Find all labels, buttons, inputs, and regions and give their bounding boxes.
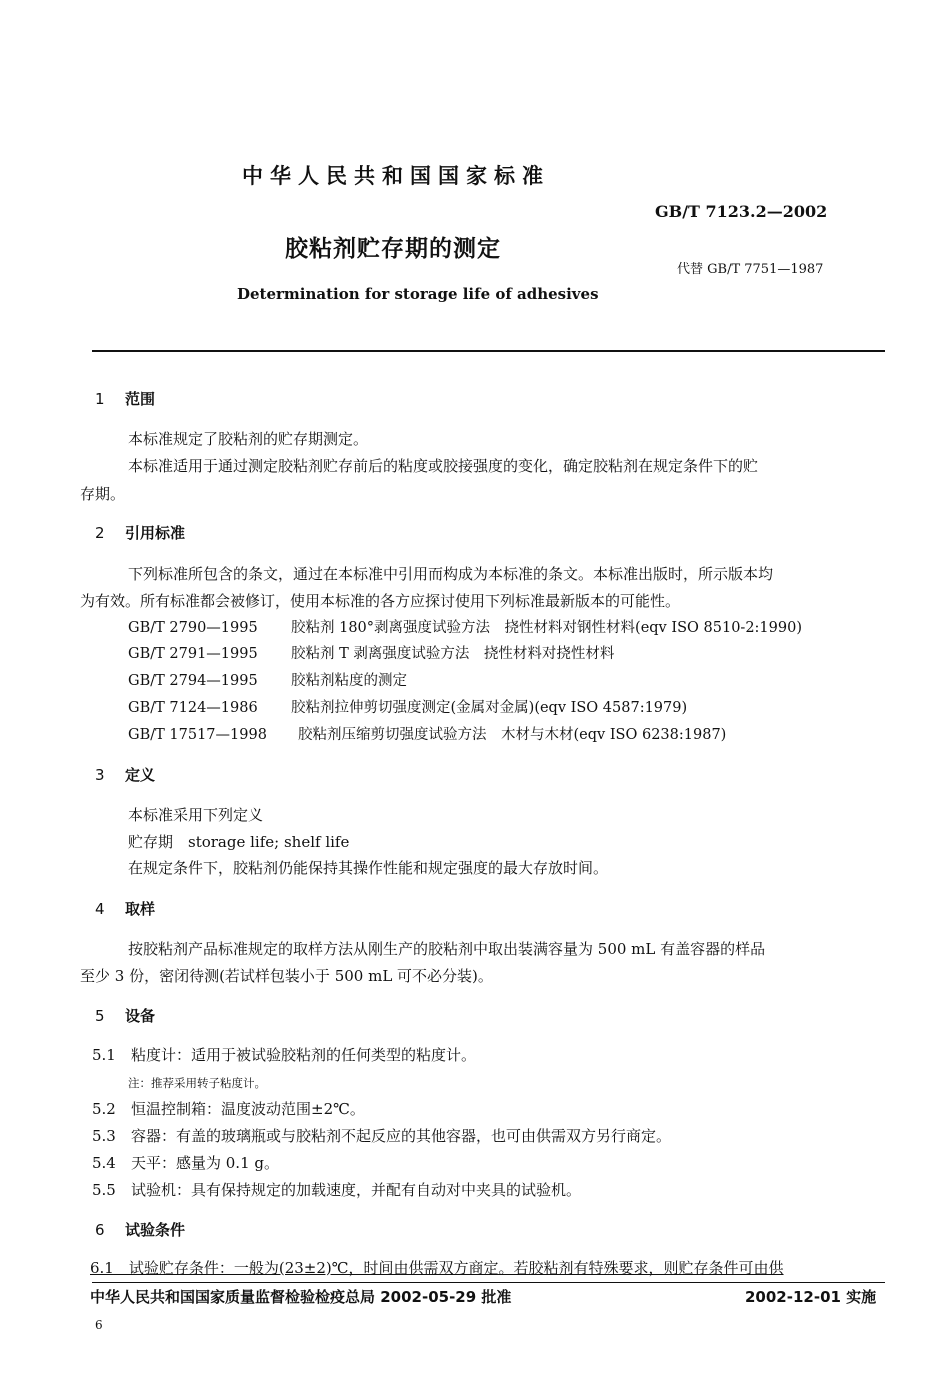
standard-title: 中华人民共和国国家标准	[242, 164, 550, 188]
section-number: 4	[95, 900, 105, 918]
clause-item	[92, 1179, 581, 1200]
paragraph: 本标准采用下列定义	[128, 806, 264, 824]
section-number: 2	[95, 524, 105, 542]
clause-6-1-line: 6.1 试验贮存条件：一般为(23±2)℃，时间由供需双方商定。若胶粘剂有特殊要求，则贮存条件可由供	[90, 1259, 784, 1277]
paragraph: 本标准适用于通过测定胶粘剂贮存前后的粘度或胶接强度的变化，确定胶粘剂在规定条件下的贮	[128, 457, 759, 475]
standard-number: GB/T 7123.2—2002	[655, 202, 828, 221]
section-title: 取样	[125, 900, 156, 918]
section-3-heading	[95, 764, 155, 785]
document-title: 胶粘剂贮存期的测定	[285, 236, 501, 262]
paragraph: 本标准规定了胶粘剂的贮存期测定。	[128, 430, 369, 448]
header-divider	[92, 350, 885, 352]
paragraph: 按胶粘剂产品标准规定的取样方法从刚生产的胶粘剂中取出装满容量为 500 mL 有盖容器的样品	[128, 940, 766, 958]
section-2-heading	[95, 522, 185, 543]
section-title: 设备	[125, 1007, 156, 1025]
clause-number: 5.5	[92, 1181, 116, 1199]
section-1-heading	[95, 388, 155, 409]
reference-item	[128, 642, 614, 663]
clause-number: 5.3	[92, 1127, 116, 1145]
clause-item	[92, 1125, 671, 1146]
footer-divider	[92, 1282, 885, 1283]
clause-text: 粘度计：适用于被试验胶粘剂的任何类型的粘度计。	[131, 1046, 477, 1064]
reference-code: GB/T 7124—1986	[128, 700, 258, 716]
clause-text: 天平：感量为 0.1 g。	[131, 1154, 279, 1172]
clause-number: 5.1	[92, 1046, 116, 1064]
section-6-heading	[95, 1219, 185, 1240]
reference-item	[128, 616, 802, 637]
paragraph: 下列标准所包含的条文，通过在本标准中引用而构成为本标准的条文。本标准出版时，所示版本均	[128, 565, 774, 583]
clause-item	[92, 1098, 365, 1119]
reference-code: GB/T 2794—1995	[128, 673, 258, 689]
section-5-heading	[95, 1005, 155, 1026]
reference-title: 胶粘剂拉伸剪切强度测定(金属对金属)(eqv ISO 4587:1979)	[291, 700, 688, 716]
clause-number: 5.4	[92, 1154, 116, 1172]
clause-number: 5.2	[92, 1100, 116, 1118]
definition-term: 贮存期 storage life; shelf life	[128, 833, 350, 851]
section-number: 3	[95, 766, 105, 784]
reference-code: GB/T 2790—1995	[128, 620, 258, 636]
reference-title: 胶粘剂 T 剥离强度试验方法 挠性材料对挠性材料	[291, 646, 615, 662]
reference-item	[128, 696, 687, 717]
reference-code: GB/T 17517—1998	[128, 727, 267, 743]
clause-text: 恒温控制箱：温度波动范围±2℃。	[131, 1100, 365, 1118]
note: 注：推荐采用转子粘度计。	[128, 1076, 266, 1090]
approval-issuer: 中华人民共和国国家质量监督检验检疫总局 2002-05-29 批准	[90, 1288, 512, 1306]
clause-text: 容器：有盖的玻璃瓶或与胶粘剂不起反应的其他容器，也可由供需双方另行商定。	[131, 1127, 672, 1145]
reference-item	[128, 723, 726, 744]
reference-title: 胶粘剂粘度的测定	[291, 673, 407, 689]
definition-text: 在规定条件下，胶粘剂仍能保持其操作性能和规定强度的最大存放时间。	[128, 859, 609, 877]
page-number: 6	[95, 1318, 103, 1332]
english-title: Determination for storage life of adhesives	[237, 285, 599, 303]
paragraph-continuation: 至少 3 份，密闭待测(若试样包装小于 500 mL 可不必分装)。	[80, 967, 493, 985]
reference-code: GB/T 2791—1995	[128, 646, 258, 662]
reference-item	[128, 669, 407, 690]
reference-title: 胶粘剂 180°剥离强度试验方法 挠性材料对钢性材料(eqv ISO 8510-2:1990)	[291, 620, 802, 636]
section-title: 试验条件	[125, 1221, 186, 1239]
section-number: 1	[95, 390, 105, 408]
implementation-date: 2002-12-01 实施	[745, 1288, 877, 1306]
replaces-note: 代替 GB/T 7751—1987	[677, 262, 824, 277]
reference-title: 胶粘剂压缩剪切强度试验方法 木材与木材(eqv ISO 6238:1987)	[298, 727, 727, 743]
section-number: 5	[95, 1007, 105, 1025]
paragraph-continuation: 存期。	[80, 485, 126, 503]
section-4-heading	[95, 898, 155, 919]
paragraph-continuation: 为有效。所有标准都会被修订，使用本标准的各方应探讨使用下列标准最新版本的可能性。	[80, 592, 681, 610]
section-title: 范围	[125, 390, 156, 408]
clause-item	[92, 1044, 476, 1065]
section-number: 6	[95, 1221, 105, 1239]
section-title: 引用标准	[125, 524, 186, 542]
clause-text: 试验机：具有保持规定的加载速度，并配有自动对中夹具的试验机。	[131, 1181, 582, 1199]
section-title: 定义	[125, 766, 156, 784]
clause-item	[92, 1152, 279, 1173]
